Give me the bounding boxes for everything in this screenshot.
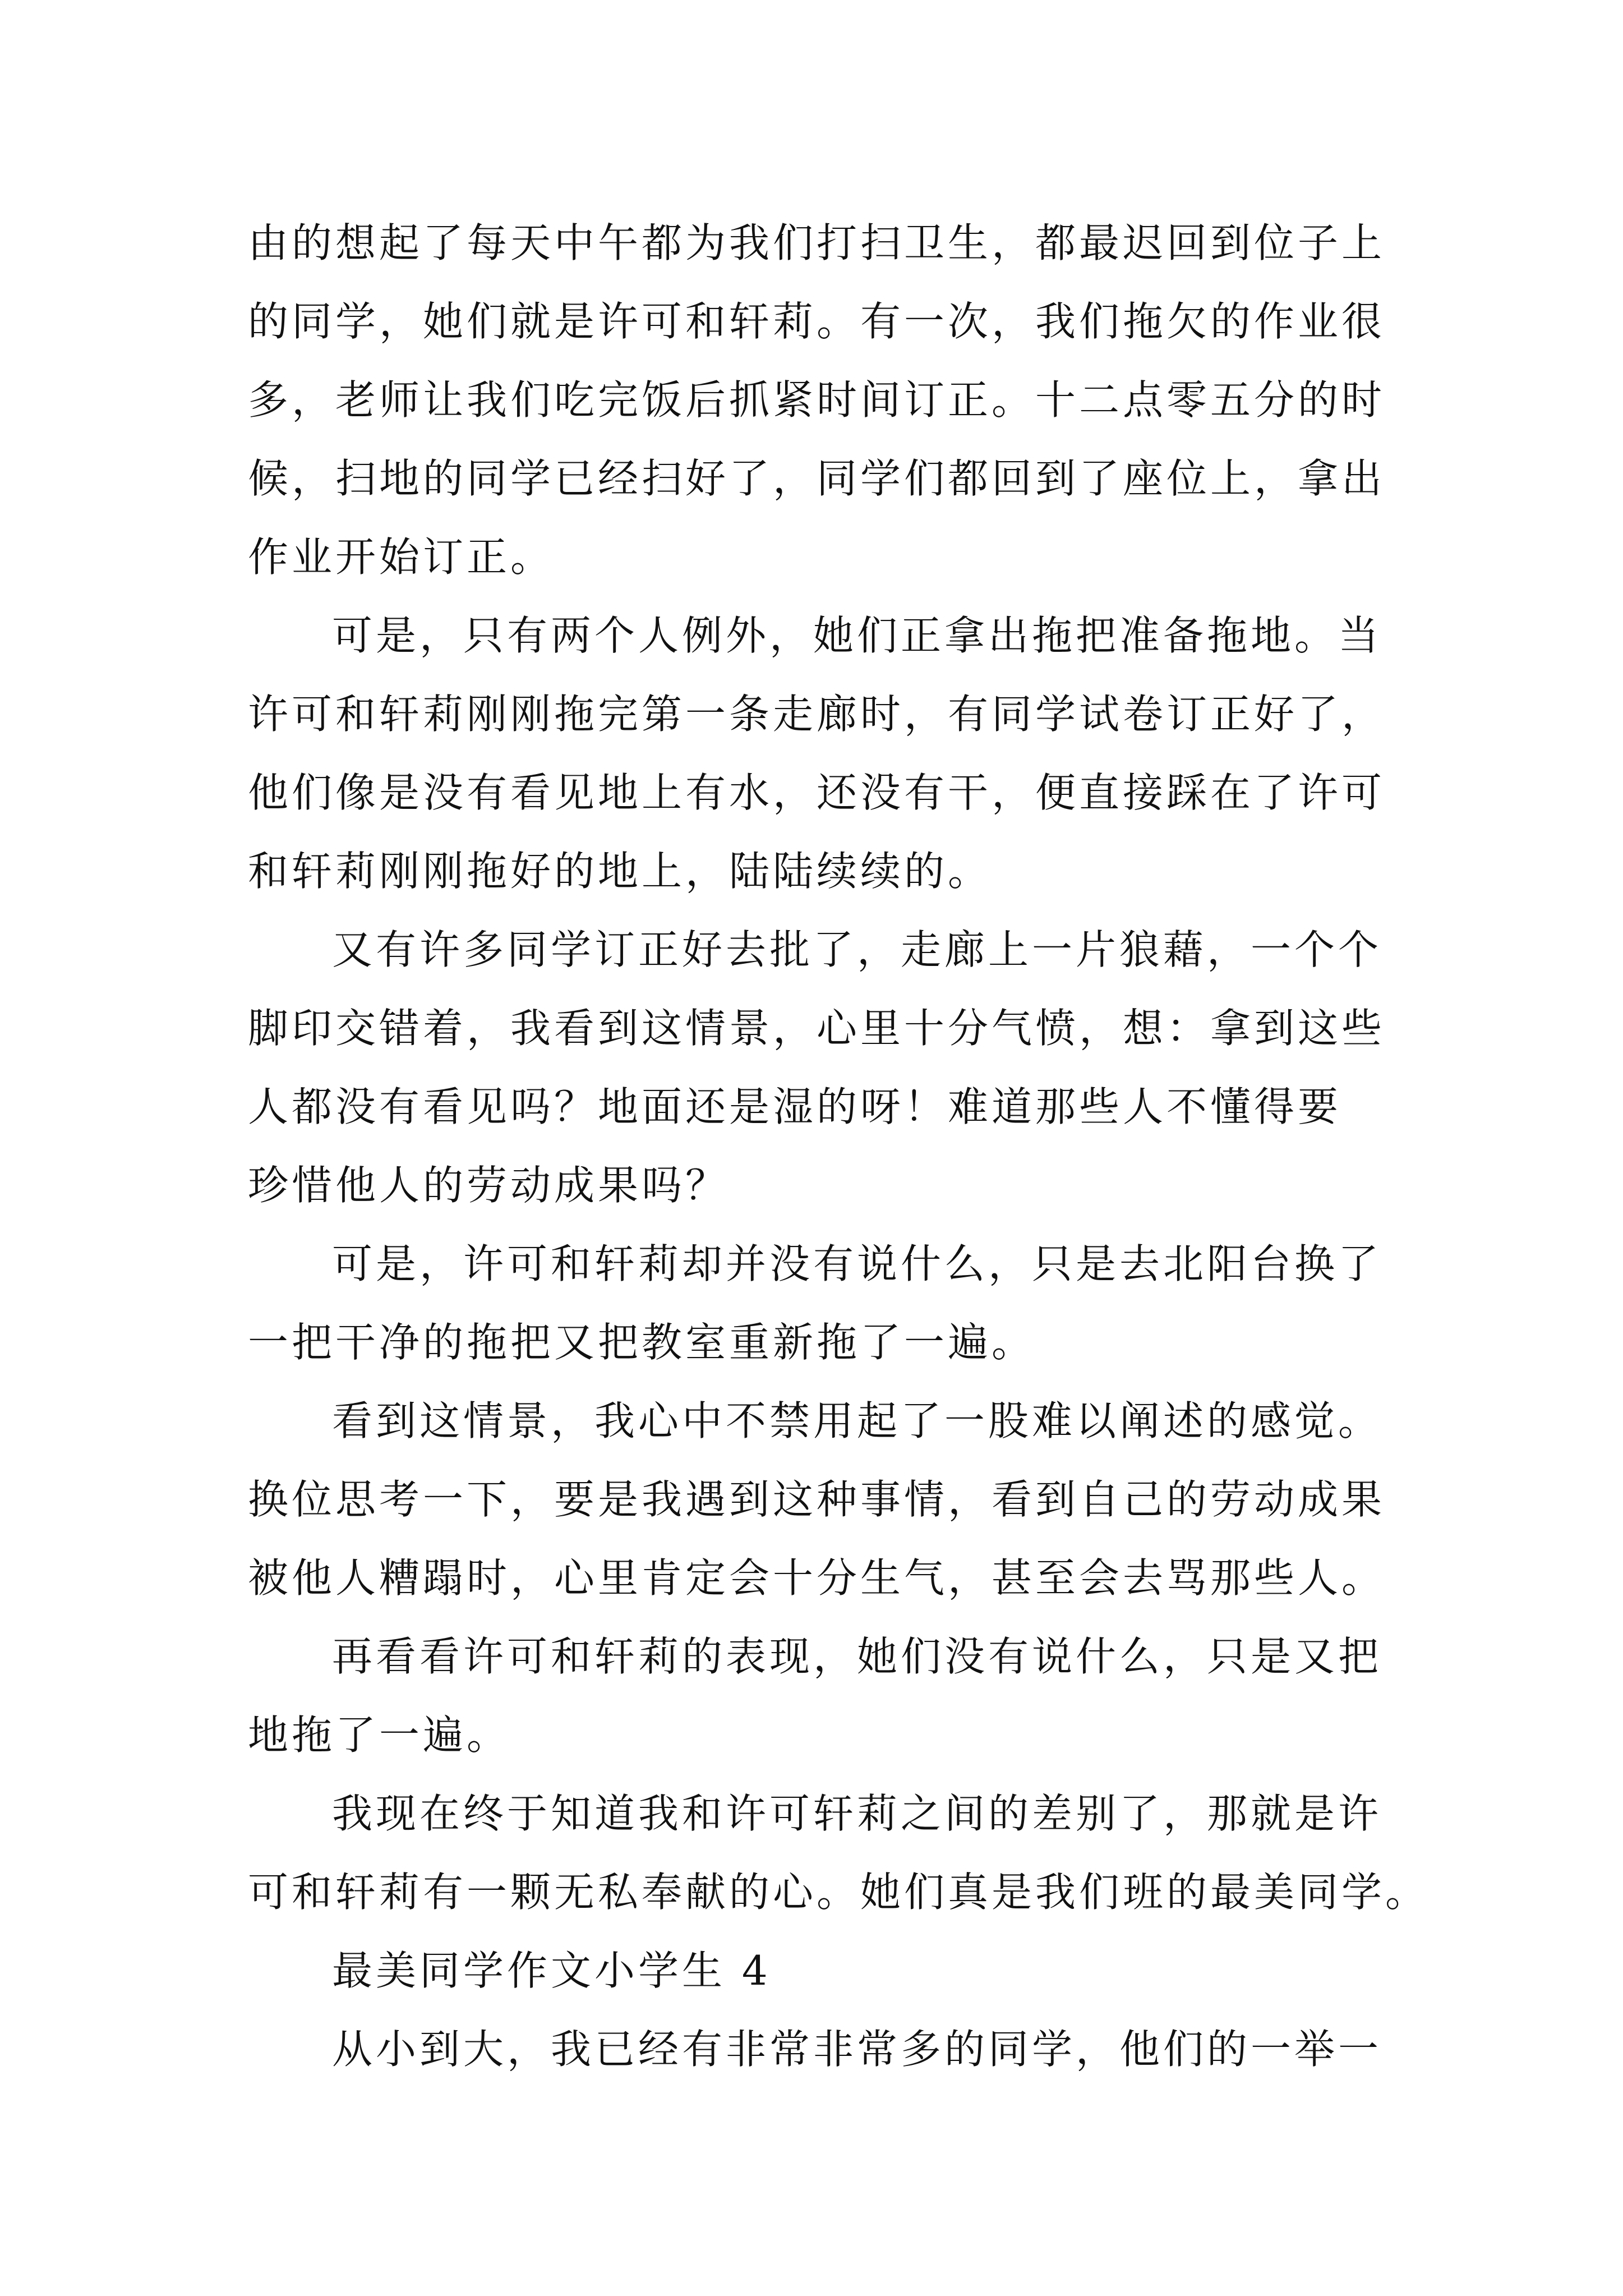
text-line: 被他人糟蹋时，心里肯定会十分生气，甚至会去骂那些人。 [248,1554,1386,1602]
paragraph-start-line: 看到这情景，我心中不禁用起了一股难以阐述的感觉。 [332,1397,1382,1444]
text-line: 一把干净的拖把又把教室重新拖了一遍。 [248,1319,1036,1366]
paragraph-start-line: 再看看许可和轩莉的表现，她们没有说什么，只是又把 [332,1633,1382,1680]
text-line: 人都没有看见吗？地面还是湿的呀！难道那些人不懂得要 [248,1083,1342,1130]
text-line: 作业开始订正。 [248,533,555,581]
text-line: 和轩莉刚刚拖好的地上，陆陆续续的。 [248,848,992,895]
text-line: 候，扫地的同学已经扫好了，同学们都回到了座位上，拿出 [248,455,1386,502]
text-line: 多，老师让我们吃完饭后抓紧时间订正。十二点零五分的时 [248,376,1386,424]
text-line: 可和轩莉有一颗无私奉献的心。她们真是我们班的最美同学。 [248,1869,1430,1916]
paragraph-start-line: 可是，许可和轩莉却并没有说什么，只是去北阳台换了 [332,1240,1382,1287]
paragraph-start-line: 可是，只有两个人例外，她们正拿出拖把准备拖地。当 [332,612,1382,659]
paragraph-start-line: 从小到大，我已经有非常非常多的同学，他们的一举一 [332,2026,1382,2073]
section-heading: 最美同学作文小学生 4 [332,1947,771,1994]
text-line: 脚印交错着，我看到这情景，心里十分气愤，想：拿到这些 [248,1005,1386,1052]
text-line: 由的想起了每天中午都为我们打扫卫生，都最迟回到位子上 [248,219,1386,266]
text-line: 换位思考一下，要是我遇到这种事情，看到自己的劳动成果 [248,1476,1386,1523]
text-line: 地拖了一遍。 [248,1711,511,1759]
text-line: 珍惜他人的劳动成果吗？ [248,1162,730,1209]
text-line: 许可和轩莉刚刚拖完第一条走廊时，有同学试卷订正好了， [248,691,1386,738]
paragraph-start-line: 我现在终于知道我和许可轩莉之间的差别了，那就是许 [332,1790,1382,1837]
text-line: 他们像是没有看见地上有水，还没有干，便直接踩在了许可 [248,769,1386,816]
text-line: 的同学，她们就是许可和轩莉。有一次，我们拖欠的作业很 [248,298,1386,345]
paragraph-start-line: 又有许多同学订正好去批了，走廊上一片狼藉，一个个 [332,926,1382,973]
